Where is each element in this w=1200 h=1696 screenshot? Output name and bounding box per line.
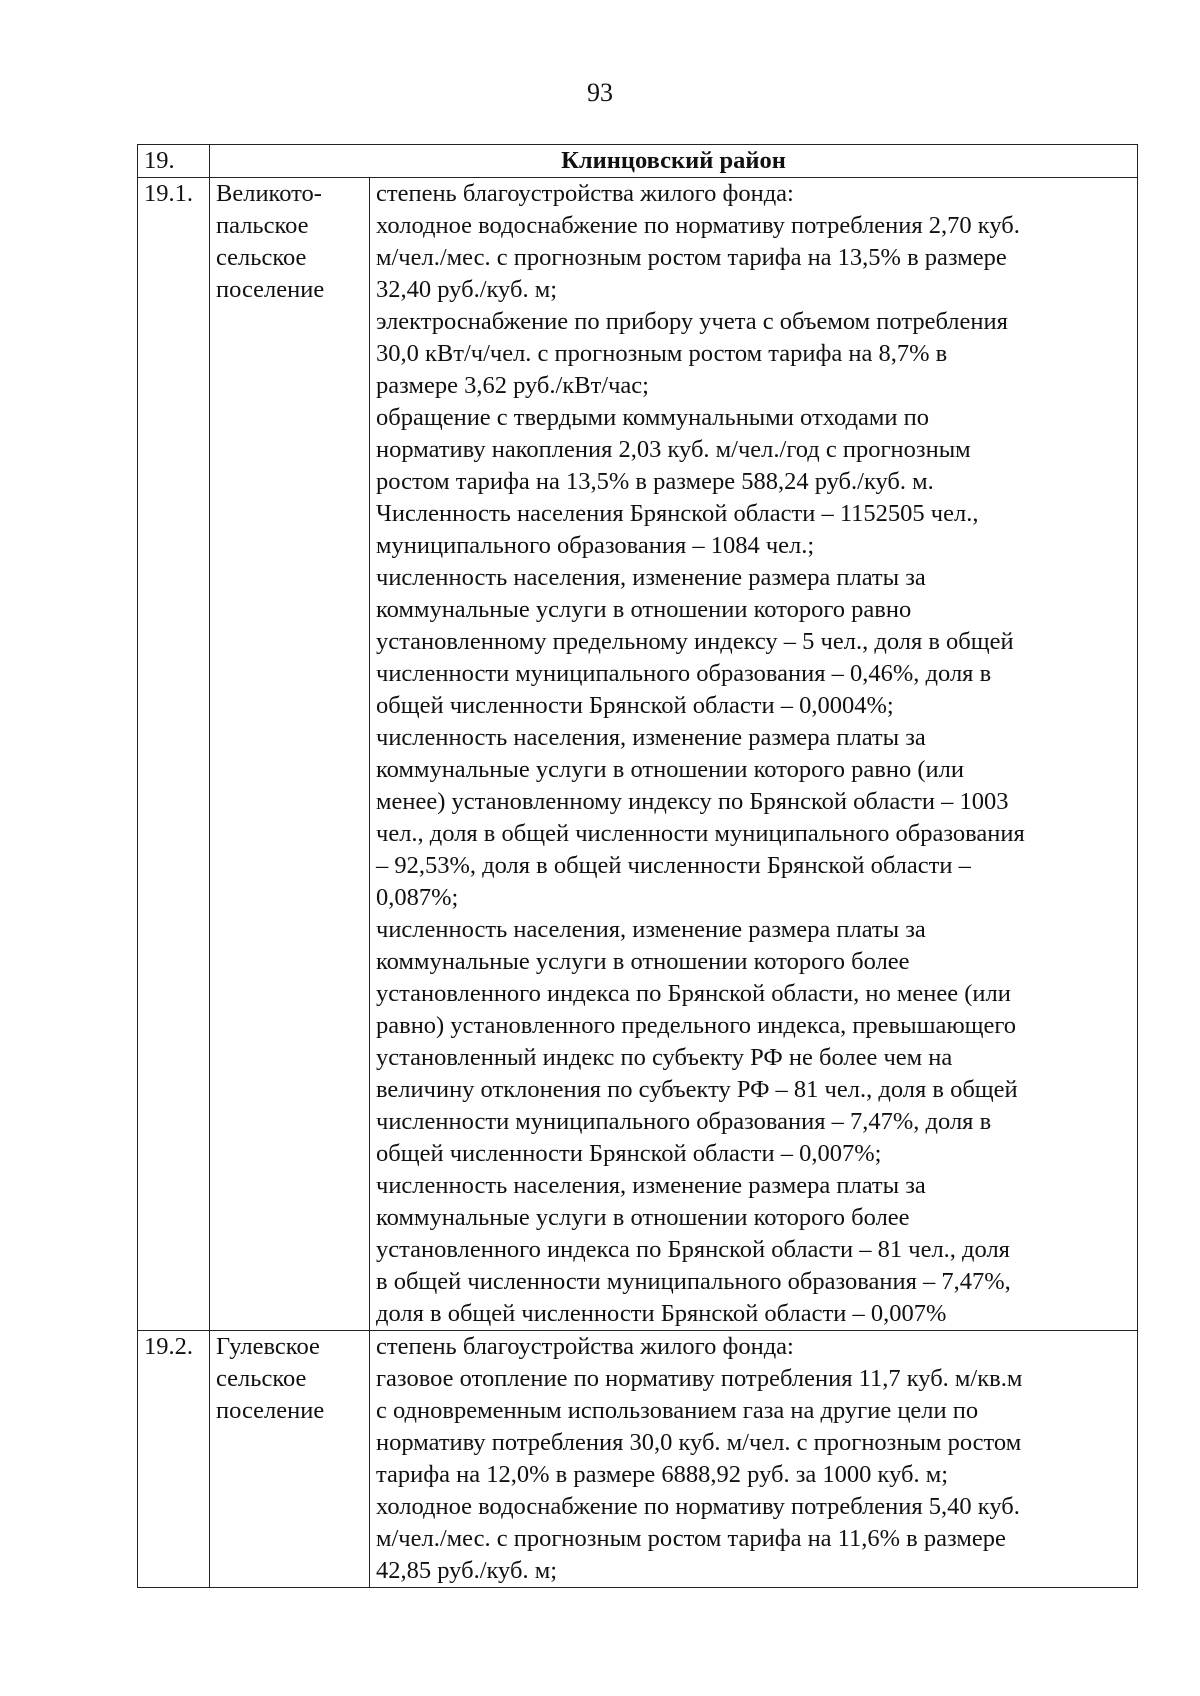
section-title: Клинцовский район [210,145,1138,178]
text-line: – 92,53%, доля в общей численности Брянской области – [376,852,971,879]
settlement-description [370,1331,1138,1588]
text-line: чел., доля в общей численности муниципального образования [376,820,1025,847]
name-line: сельское [216,1365,307,1392]
text-line: коммунальные услуги в отношении которого более [376,1204,910,1231]
settlement-description [370,178,1138,1331]
text-line: численность населения, изменение размера платы за [376,916,926,943]
text-line: муниципального образования – 1084 чел.; [376,532,815,559]
text-line: обращение с твердыми коммунальными отходами по [376,404,929,431]
text-line: 42,85 руб./куб. м; [376,1557,558,1584]
text-line: менее) установленному индексу по Брянской области – 1003 [376,788,1009,815]
table-row [138,1331,1138,1588]
text-line: численности муниципального образования – 0,46%, доля в [376,660,992,687]
text-line: установленный индекс по субъекту РФ не более чем на [376,1044,953,1071]
text-line: нормативу потребления 30,0 куб. м/чел. с прогнозным ростом [376,1429,1022,1456]
name-line: Гулевское [216,1333,320,1360]
settlement-name [210,1331,370,1588]
text-line: численность населения, изменение размера платы за [376,564,926,591]
text-line: холодное водоснабжение по нормативу потребления 2,70 куб. [376,212,1020,239]
district-table [137,144,1138,1588]
text-line: установленного индекса по Брянской области, но менее (или [376,980,1011,1007]
text-line: численность населения, изменение размера платы за [376,1172,926,1199]
name-line: пальское [216,212,309,239]
section-number: 19. [138,145,210,178]
text-line: коммунальные услуги в отношении которого равно [376,596,912,623]
name-line: поселение [216,1397,325,1424]
text-line: холодное водоснабжение по нормативу потребления 5,40 куб. [376,1493,1020,1520]
section-header-row [138,145,1138,178]
name-line: сельское [216,244,307,271]
text-line: 30,0 кВт/ч/чел. с прогнозным ростом тарифа на 8,7% в [376,340,948,367]
text-line: Численность населения Брянской области – 1152505 чел., [376,500,979,527]
name-line: поселение [216,276,325,303]
text-line: численность населения, изменение размера платы за [376,724,926,751]
table-row [138,178,1138,1331]
text-line: 32,40 руб./куб. м; [376,276,558,303]
text-line: коммунальные услуги в отношении которого равно (или [376,756,964,783]
text-line: коммунальные услуги в отношении которого более [376,948,910,975]
row-number: 19.2. [138,1331,210,1588]
text-line: ростом тарифа на 13,5% в размере 588,24 руб./куб. м. [376,468,934,495]
row-number: 19.1. [138,178,210,1331]
text-line: общей численности Брянской области – 0,007%; [376,1140,882,1167]
settlement-name [210,178,370,1331]
text-line: доля в общей численности Брянской области – 0,007% [376,1300,947,1327]
text-line: нормативу накопления 2,03 куб. м/чел./год с прогнозным [376,436,971,463]
text-line: численности муниципального образования – 7,47%, доля в [376,1108,992,1135]
text-line: общей численности Брянской области – 0,0004%; [376,692,894,719]
text-line: м/чел./мес. с прогнозным ростом тарифа на 13,5% в размере [376,244,1007,271]
text-line: 0,087%; [376,884,459,911]
text-line: установленного индекса по Брянской области – 81 чел., доля [376,1236,1010,1263]
name-line: Великото- [216,180,322,207]
text-line: равно) установленного предельного индекса, превышающего [376,1012,1017,1039]
text-line: установленному предельному индексу – 5 чел., доля в общей [376,628,1014,655]
text-line: размере 3,62 руб./кВт/час; [376,372,649,399]
text-line: в общей численности муниципального образования – 7,47%, [376,1268,1011,1295]
text-line: с одновременным использованием газа на другие цели по [376,1397,979,1424]
text-line: степень благоустройства жилого фонда: [376,180,794,207]
text-line: электроснабжение по прибору учета с объемом потребления [376,308,1008,335]
text-line: газовое отопление по нормативу потребления 11,7 куб. м/кв.м [376,1365,1023,1392]
text-line: тарифа на 12,0% в размере 6888,92 руб. за 1000 куб. м; [376,1461,949,1488]
text-line: величину отклонения по субъекту РФ – 81 чел., доля в общей [376,1076,1018,1103]
text-line: м/чел./мес. с прогнозным ростом тарифа на 11,6% в размере [376,1525,1006,1552]
text-line: степень благоустройства жилого фонда: [376,1333,794,1360]
page-number: 93 [587,78,613,107]
